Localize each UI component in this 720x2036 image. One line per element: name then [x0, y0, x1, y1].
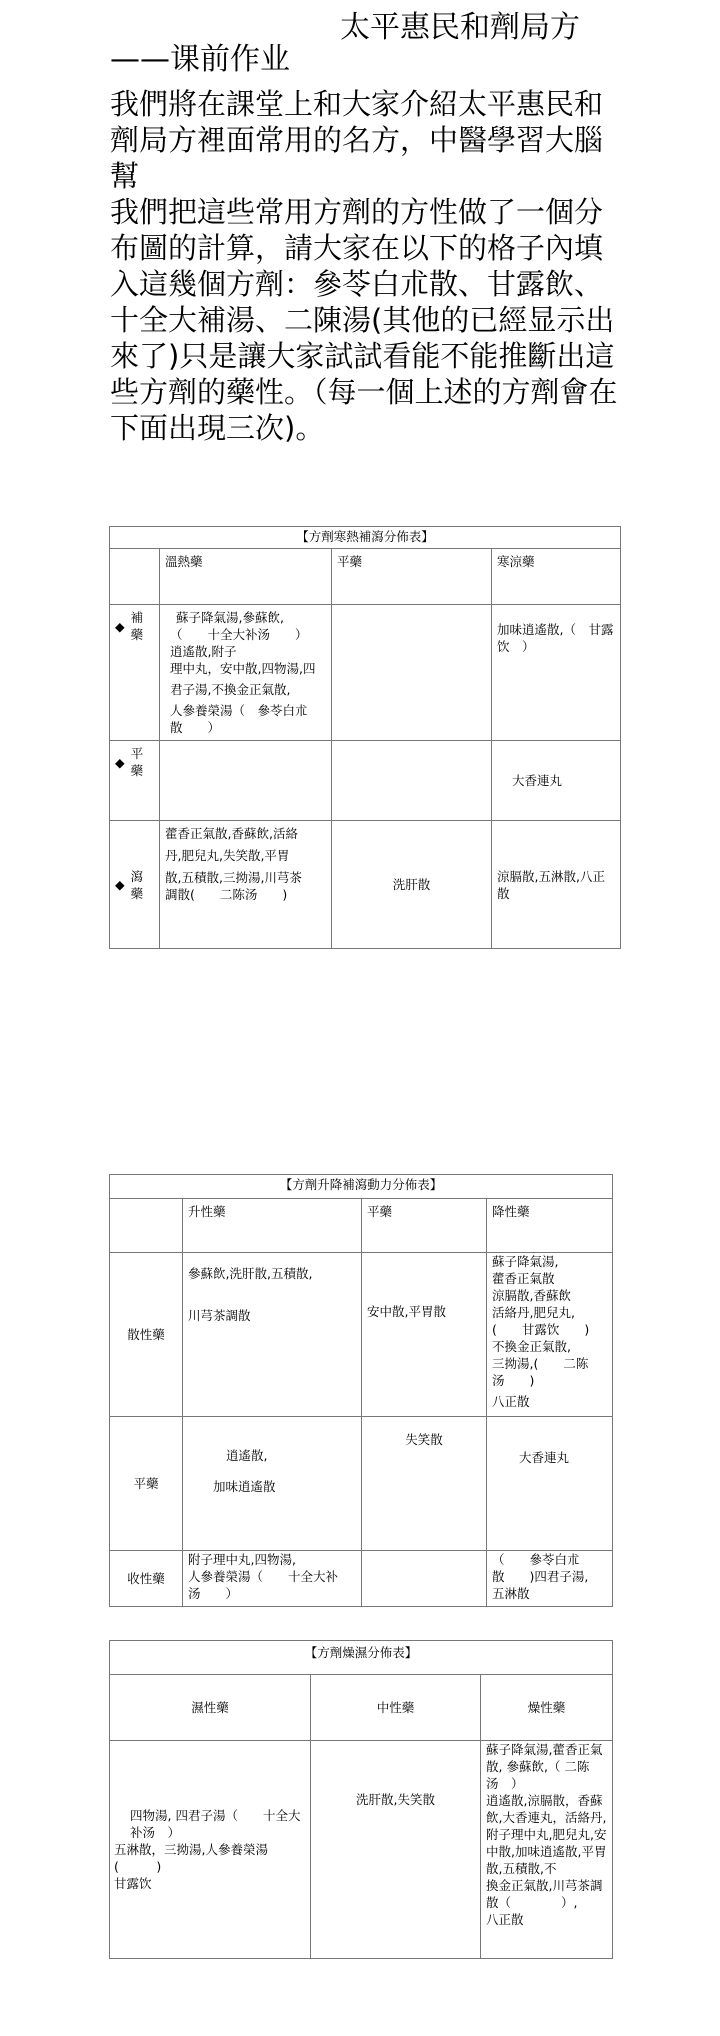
table-cell	[487, 1253, 613, 1417]
column-header: 平藥	[332, 549, 492, 605]
formula-line: 蘇子降氣湯,	[492, 1254, 559, 1269]
row-label: 補藥	[130, 610, 144, 642]
row-header: 平藥	[110, 1417, 183, 1551]
column-header: 升性藥	[183, 1199, 362, 1253]
formula-line: （ 十全大补汤 ）	[170, 627, 308, 642]
table-cell	[183, 1417, 362, 1551]
corner-cell	[110, 1199, 183, 1253]
row-header: 收性藥	[110, 1551, 183, 1607]
table-cell: 大香連丸	[492, 741, 621, 821]
formula-line: 人參養榮湯（ 十全大补汤 ）	[188, 1569, 339, 1601]
formula-line: 君子湯,不換金正氣散,	[170, 682, 291, 697]
formula-line: 藿香正氣散,香蘇飲,活絡	[165, 826, 298, 841]
dry-wet-table	[109, 1640, 653, 1959]
document-title: 太平惠民和劑局方	[340, 10, 580, 45]
formula-line: 八正散	[492, 1394, 530, 1409]
table-cell: 洗肝散	[332, 821, 492, 949]
table-cell	[110, 1741, 311, 1959]
formula-line: 逍遙散,	[226, 1448, 268, 1463]
table-caption: 【方劑升降補瀉動力分佈表】	[110, 1175, 613, 1199]
formula-line: （ 參苓白朮散 )四君子湯,	[492, 1552, 589, 1584]
table-caption: 【方劑寒熱補瀉分佈表】	[110, 527, 621, 549]
formula-line: 換金正氣散,川芎茶調 散（ ）,	[486, 1878, 653, 1910]
table-cell	[160, 605, 332, 741]
formula-line: ( 甘露饮 )	[492, 1322, 590, 1337]
row-header	[110, 741, 160, 821]
formula-line: 丹,肥兒丸,失笑散,平胃	[165, 848, 290, 863]
formula-line: 蘇子降氣湯,參蘇飲,	[176, 610, 284, 625]
formula-line: 甘露饮	[114, 1876, 152, 1891]
table-cell	[160, 741, 332, 821]
table-cell	[183, 1551, 362, 1607]
row-header	[110, 821, 160, 949]
formula-line: 參蘇飲,洗肝散,五積散,	[188, 1266, 313, 1281]
column-header: 濕性藥	[110, 1675, 311, 1741]
table-cell: 洗肝散,失笑散	[311, 1741, 481, 1959]
column-header: 降性藥	[487, 1199, 613, 1253]
table-cell	[487, 1551, 613, 1607]
formula-line: 五淋散	[492, 1586, 530, 1601]
table-cell: 加味逍遙散,（ 甘露饮 ）	[492, 605, 621, 741]
formula-line: 涼膈散,香蘇飲	[492, 1288, 571, 1303]
formula-line: 理中丸，安中散,四物湯,四	[170, 661, 316, 676]
bullet-icon: ◆	[115, 618, 125, 634]
column-header: 溫熱藥	[160, 549, 332, 605]
formula-line: 調散( 二陈汤 )	[165, 887, 288, 902]
row-label: 瀉藥	[130, 868, 144, 901]
column-header: 寒涼藥	[492, 549, 621, 605]
table-cell: 失笑散	[362, 1417, 487, 1551]
bullet-icon: ◆	[115, 877, 125, 892]
table-cell	[487, 1417, 613, 1551]
column-header: 中性藥	[311, 1675, 481, 1741]
formula-line: 蘇子降氣湯,藿香正氣散, 參蘇飲,（ 二陈汤 ）	[486, 1742, 603, 1791]
formula-line: 人參養榮湯（ 參苓白朮散 ）	[170, 703, 308, 735]
intro-text	[110, 86, 620, 446]
formula-line: 五淋散，三拗湯,人參養榮湯( )	[114, 1842, 268, 1874]
formula-line: 附子理中丸,四物湯,	[188, 1552, 296, 1567]
table-cell	[362, 1551, 487, 1607]
cold-heat-table	[109, 526, 621, 949]
row-header: 散性藥	[110, 1253, 183, 1417]
corner-cell	[110, 549, 160, 605]
row-label: 平藥	[130, 746, 144, 778]
table-cell	[160, 821, 332, 949]
table-cell	[332, 605, 492, 741]
formula-line: 逍遙散,附子	[170, 644, 237, 659]
table-cell	[481, 1741, 653, 1959]
row-header	[110, 605, 160, 741]
intro-paragraph: 我們把這些常用方劑的方性做了一個分布圖的計算，請大家在以下的格子內填入這幾個方劑：參苓白朮散、甘露飲、十全大補湯、二陳湯(其他的已經显示出來了)只是讓大家試試看能不能推斷出這些方劑的藥性。（每一個上述的方劑會在下面出現三次)。	[110, 195, 618, 445]
formula-line: 川芎茶調散	[188, 1308, 251, 1323]
formula-line: 八正散	[486, 1912, 524, 1927]
formula-line: 藿香正氣散	[492, 1271, 555, 1286]
formula-line: 散,五積散,三拗湯,川芎茶	[165, 870, 302, 885]
table-cell	[332, 741, 492, 821]
ascending-descending-table	[109, 1174, 613, 1607]
formula-line: 加味逍遙散	[213, 1479, 276, 1494]
formula-line: 不換金正氣散,	[492, 1339, 571, 1354]
formula-line: 三拗湯,( 二陈汤 )	[492, 1356, 589, 1388]
table-caption: 【方劑燥濕分佈表】	[110, 1641, 613, 1675]
table-cell: 安中散,平胃散	[362, 1253, 487, 1417]
formula-line: 逍遙散,涼膈散，香蘇飲,大香連丸，活絡丹,附子理中丸,肥兒丸,安中散,加味逍遙散,平胃散,五積散,不	[486, 1793, 607, 1876]
column-header: 平藥	[362, 1199, 487, 1253]
formula-line: 四物湯, 四君子湯（ 十全大补汤 ）	[130, 1808, 301, 1840]
table-cell	[183, 1253, 362, 1417]
bullet-icon: ◆	[115, 754, 125, 770]
intro-paragraph: 我們將在課堂上和大家介紹太平惠民和劑局方裡面常用的名方，中醫學習大腦幫	[110, 87, 604, 193]
column-header: 燥性藥	[481, 1675, 613, 1741]
document-subtitle: ——课前作业	[110, 42, 290, 77]
table-cell: 涼膈散,五淋散,八正散	[492, 821, 621, 949]
formula-line: 活絡丹,肥兒丸,	[492, 1305, 575, 1320]
formula-line: 大香連丸	[519, 1450, 570, 1465]
